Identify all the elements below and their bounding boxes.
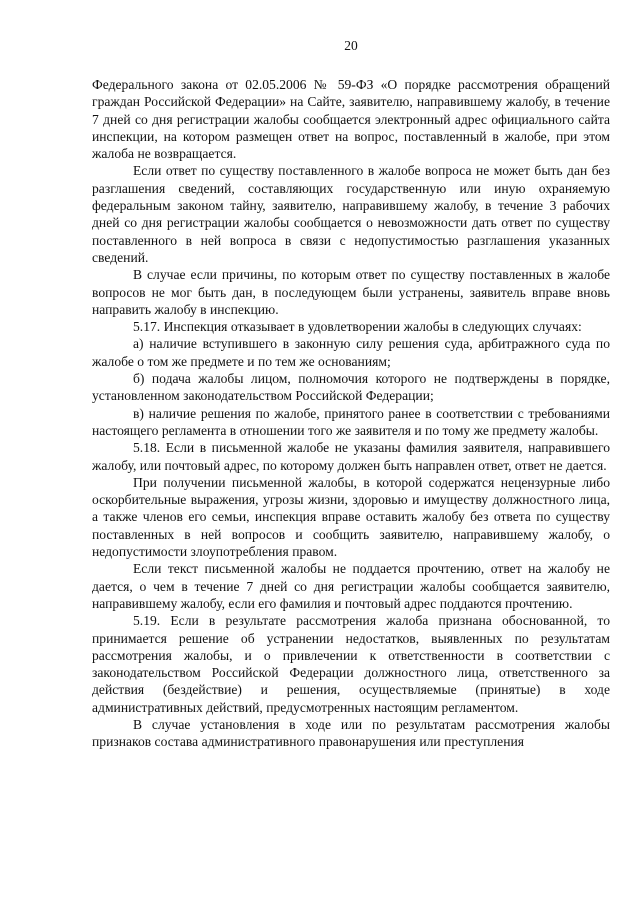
paragraph-11: 5.19. Если в результате рассмотрения жалоба признана обоснованной, то принимается решение об устранении недостатков, выявленных по результатам рассмотрения жалобы, и о привлечении к ответственности в соответствии с законодательством Российской Федерации должностного лица, ответственного за действия (бездействие) и решения, осуществляемые (принятые) в ходе административных действий, предусмотренных настоящим регламентом. <box>92 613 610 715</box>
paragraph-8: 5.18. Если в письменной жалобе не указаны фамилия заявителя, направившего жалобу, или почтовый адрес, по которому должен быть направлен ответ, ответ не дается. <box>92 440 610 473</box>
paragraph-2: Если ответ по существу поставленного в жалобе вопроса не может быть дан без разглашения сведений, составляющих государственную или иную охраняемую федеральным законом тайну, заявителю, направившему жалобу, в течение 3 рабочих дней со дня регистрации жалобы сообщается о невозможности дать ответ по существу поставленного в ней вопроса в связи с недопустимостью разглашения указанных сведений. <box>92 163 610 265</box>
paragraph-12: В случае установления в ходе или по результатам рассмотрения жалобы признаков состава административного правонарушения или преступления <box>92 716 610 750</box>
paragraph-3: В случае если причины, по которым ответ по существу поставленных в жалобе вопросов не мог быть дан, в последующем были устранены, заявитель вправе вновь направить жалобу в инспекцию. <box>92 267 610 317</box>
paragraph-1: Федерального закона от 02.05.2006 № 59-ФЗ «О порядке рассмотрения обращений граждан Российской Федерации» на Сайте, заявителю, направившему жалобу, в течение 7 дней со дня регистрации жалобы сообщается электронный адрес официального сайта инспекции, на котором размещен ответ на вопрос, поставленный в жалобе, при этом жалоба не возвращается. <box>92 77 610 162</box>
paragraph-9: При получении письменной жалобы, в которой содержатся нецензурные либо оскорбительные выражения, угрозы жизни, здоровью и имуществу должностного лица, а также членов его семьи, инспекция вправе оставить жалобу без ответа по существу поставленных в ней вопросов и сообщить заявителю, направившему жалобу, о недопустимости злоупотребления правом. <box>92 474 610 560</box>
paragraph-7: в) наличие решения по жалобе, принятого ранее в соответствии с требованиями настоящего регламента в отношении того же заявителя и по тому же предмету жалобы. <box>92 405 610 438</box>
paragraph-10: Если текст письменной жалобы не поддается прочтению, ответ на жалобу не дается, о чем в течение 7 дней со дня регистрации жалобы сообщается заявителю, направившему жалобу, если его фамилия и почтовый адрес поддаются прочтению. <box>92 561 610 611</box>
paragraph-5: а) наличие вступившего в законную силу решения суда, арбитражного суда по жалобе о том же предмете и по тем же основаниям; <box>92 336 610 369</box>
paragraph-6: б) подача жалобы лицом, полномочия которого не подтверждены в порядке, установленном законодательством Российской Федерации; <box>92 371 610 404</box>
paragraph-4: 5.17. Инспекция отказывает в удовлетворении жалобы в следующих случаях: <box>133 319 582 335</box>
page-number: 20 <box>344 38 358 53</box>
document-body <box>92 76 610 751</box>
